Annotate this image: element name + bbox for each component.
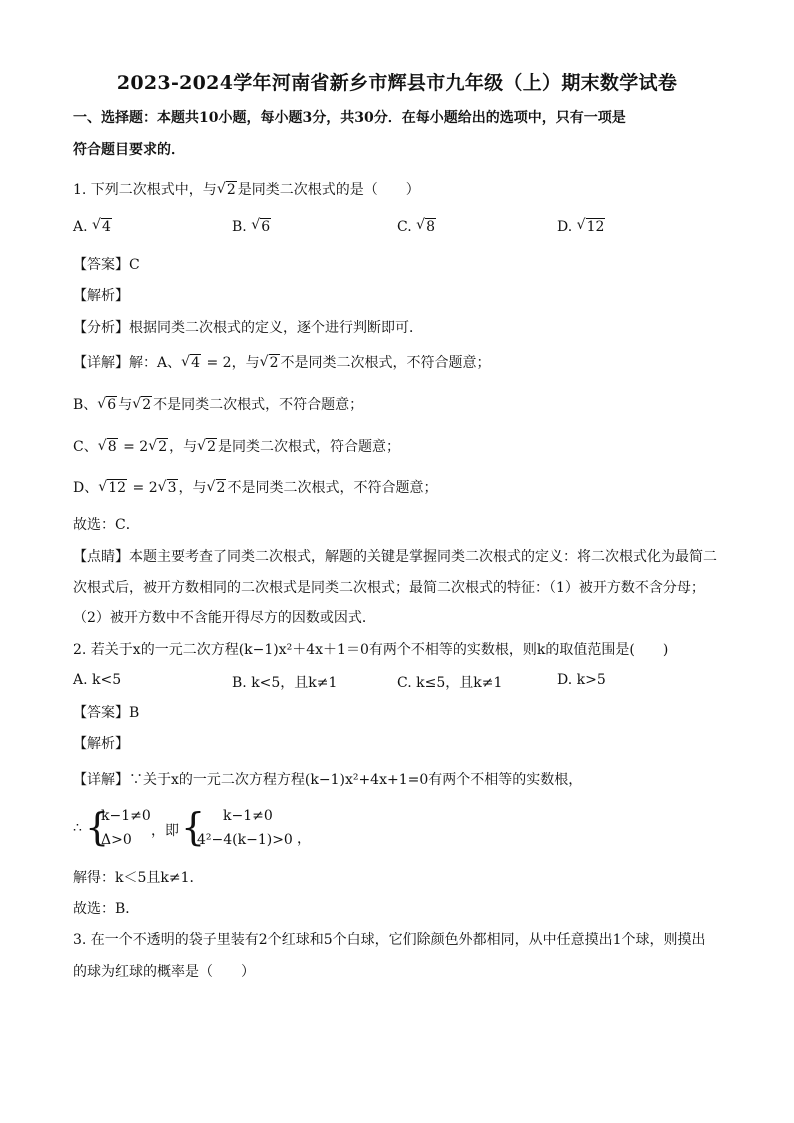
left-brace-icon: {: [181, 805, 206, 849]
q1-choose: 故选：C．: [73, 517, 140, 533]
q1-option-b: B. √ 6: [232, 218, 272, 235]
q1-detail-d: D、√ 12 = 2√ 3 ，与√ 2 不是同类二次根式，不符合题意；: [73, 478, 437, 498]
q1-option-d: D. √ 12: [557, 218, 606, 235]
q1-answer: 【答案】C: [73, 257, 140, 273]
left-brace-icon: {: [85, 805, 110, 849]
q1-dianjing-line1: 【点睛】本题主要考查了同类二次根式，解题的关键是掌握同类二次根式的定义：将二次根式化为最简二: [73, 549, 717, 565]
q1-fenxi: 【分析】根据同类二次根式的定义，逐个进行判断即可．: [73, 320, 423, 336]
section-heading-line2: 符合题目要求的．: [73, 142, 185, 158]
q1-option-a: A. √ 4: [73, 218, 113, 235]
q1-detail-c: C、√ 8 = 2√ 2 ，与√ 2 是同类二次根式，符合题意；: [73, 437, 400, 457]
q2-solve: 解得：k＜5且k≠1．: [73, 870, 204, 886]
q2-option-d: D. k>5: [557, 672, 606, 688]
section-heading-line1: 一、选择题：本题共10小题，每小题3分，共30分．在每小题给出的选项中，只有一项是: [73, 110, 626, 126]
q1-option-c: C. √ 8: [397, 218, 437, 235]
q1-dianjing-line3: （2）被开方数中不含能开得尽方的因数或因式．: [73, 610, 376, 626]
q1-detail-b: B、√ 6 与√ 2 不是同类二次根式，不符合题意；: [73, 395, 363, 415]
q2-option-b: B. k<5，且k≠1: [232, 675, 338, 691]
q2-answer: 【答案】B: [73, 705, 140, 721]
q2-detail: 【详解】∵关于x的一元二次方程方程(k−1)x²+4x+1=0有两个不相等的实数根，: [73, 772, 583, 788]
q2-analysis-tag: 【解析】: [73, 736, 129, 752]
sqrt-symbol: √ 2: [217, 180, 237, 200]
q1-detail-a: 【详解】解：A、√ 4 = 2，与√ 2 不是同类二次根式，不符合题意；: [73, 353, 491, 373]
q3-stem-line2: 的球为红球的概率是（ ）: [73, 964, 255, 980]
q2-choose: 故选：B．: [73, 901, 140, 917]
q2-option-a: A. k<5: [73, 672, 122, 688]
q1-dianjing-line2: 次根式后，被开方数相同的二次根式是同类二次根式；最简二次根式的特征：（1）被开方数不含分母；: [73, 580, 705, 596]
q2-inequality-system: ∴ { k−1≠0 Δ>0 ，即 { k−1≠0 4²−4(k−1)>0 ，: [73, 805, 311, 849]
q1-analysis-tag: 【解析】: [73, 288, 129, 304]
q3-stem-line1: 3. 在一个不透明的袋子里装有2个红球和5个白球，它们除颜色外都相同，从中任意摸出1个球，则摸出: [73, 932, 706, 948]
q1-stem: 1. 下列二次根式中，与√ 2 是同类二次根式的是（ ）: [73, 180, 420, 200]
q2-option-c: C. k≤5，且k≠1: [397, 675, 503, 691]
page-title: 2023-2024学年河南省新乡市辉县市九年级（上）期末数学试卷: [116, 72, 678, 94]
q2-stem: 2. 若关于x的一元二次方程(k−1)x²＋4x＋1＝0有两个不相等的实数根，则k的取值范围是( ): [73, 642, 669, 658]
